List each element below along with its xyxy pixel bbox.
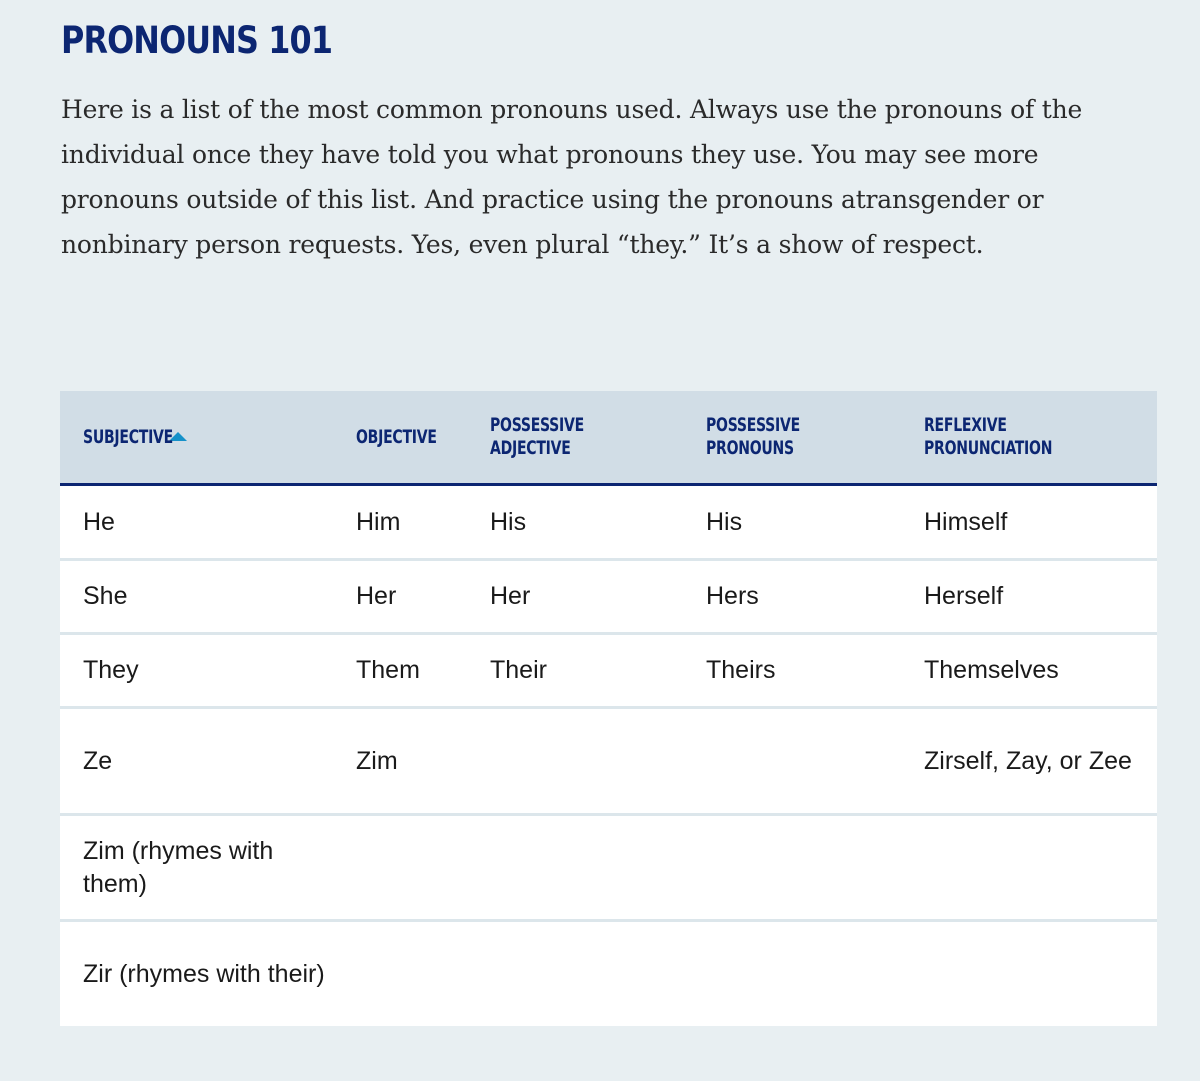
table-row — [60, 816, 1157, 919]
cell-text: She — [83, 582, 128, 610]
reflexive-cell — [924, 561, 1144, 632]
objective-cell — [356, 922, 481, 1026]
cell-text: Zim (rhymes with them) — [83, 836, 274, 898]
cell-text: Her — [356, 582, 397, 610]
possessive-adjective-cell — [490, 635, 695, 706]
table-row — [60, 486, 1157, 558]
column-header-label: OBJECTIVE — [356, 425, 437, 448]
possessive-pronoun-cell — [706, 635, 911, 706]
subjective-cell — [83, 816, 343, 919]
cell-text: Zir (rhymes with their) — [83, 959, 325, 988]
table-row — [60, 709, 1157, 813]
intro-paragraph: Here is a list of the most common pronouns used. Always use the pronouns of the individual once they have told you what pronouns they use. You may see more pronouns outside of this list. And practice using the pronouns atransgender or nonbinary person requests. Yes, even plural “they.” It’s a show of respect. — [61, 95, 1083, 259]
column-header-possessive-pronouns — [706, 391, 856, 483]
pronouns-table — [60, 391, 1157, 1026]
cell-text: They — [83, 656, 139, 684]
column-header-label: REFLEXIVE PRONUNCIATION — [924, 414, 1053, 459]
cell-text: Ze — [83, 746, 113, 775]
objective-cell — [356, 486, 481, 558]
page-title: PRONOUNS 101 — [61, 19, 333, 62]
subjective-cell — [83, 486, 343, 558]
possessive-pronoun-cell — [706, 486, 911, 558]
table-body — [60, 486, 1157, 1026]
objective-cell — [356, 561, 481, 632]
possessive-pronoun-cell — [706, 561, 911, 632]
cell-text: Themselves — [924, 656, 1059, 684]
table-row — [60, 561, 1157, 632]
cell-text: Zirself, Zay, or Zee — [924, 746, 1132, 775]
possessive-pronoun-cell — [706, 922, 911, 1026]
cell-text: He — [83, 507, 115, 536]
column-header-label: POSSESSIVE PRONOUNS — [706, 414, 800, 459]
reflexive-cell — [924, 635, 1144, 706]
cell-text: Them — [356, 656, 420, 684]
column-header-label: SUBJECTIVE — [83, 425, 173, 448]
cell-text: Himself — [924, 507, 1008, 536]
column-header-label: POSSESSIVE ADJECTIVE — [490, 414, 584, 459]
cell-text: Hers — [706, 582, 759, 610]
possessive-adjective-cell — [490, 709, 695, 813]
subjective-cell — [83, 709, 343, 813]
column-header-objective — [356, 391, 481, 483]
cell-text: His — [706, 507, 743, 536]
cell-text: Theirs — [706, 656, 776, 684]
possessive-pronoun-cell — [706, 816, 911, 919]
column-header-possessive-adjective — [490, 391, 640, 483]
cell-text: His — [490, 507, 527, 536]
table-row — [60, 635, 1157, 706]
possessive-adjective-cell — [490, 922, 695, 1026]
possessive-pronoun-cell — [706, 709, 911, 813]
table-header — [60, 391, 1157, 486]
subjective-cell — [83, 635, 343, 706]
reflexive-cell — [924, 709, 1144, 813]
cell-text: Zim — [356, 746, 398, 775]
objective-cell — [356, 709, 481, 813]
possessive-adjective-cell — [490, 816, 695, 919]
table-row — [60, 922, 1157, 1026]
column-header-reflexive-pronunciation — [924, 391, 1124, 483]
objective-cell — [356, 816, 481, 919]
cell-text: Him — [356, 507, 401, 536]
reflexive-cell — [924, 922, 1144, 1026]
subjective-cell — [83, 922, 343, 1026]
cell-text: Their — [490, 656, 547, 684]
cell-text: Her — [490, 582, 531, 610]
subjective-cell — [83, 561, 343, 632]
cell-text: Herself — [924, 582, 1004, 610]
column-header-subjective[interactable] — [83, 391, 343, 483]
reflexive-cell — [924, 816, 1144, 919]
possessive-adjective-cell — [490, 561, 695, 632]
objective-cell — [356, 635, 481, 706]
reflexive-cell — [924, 486, 1144, 558]
possessive-adjective-cell — [490, 486, 695, 558]
